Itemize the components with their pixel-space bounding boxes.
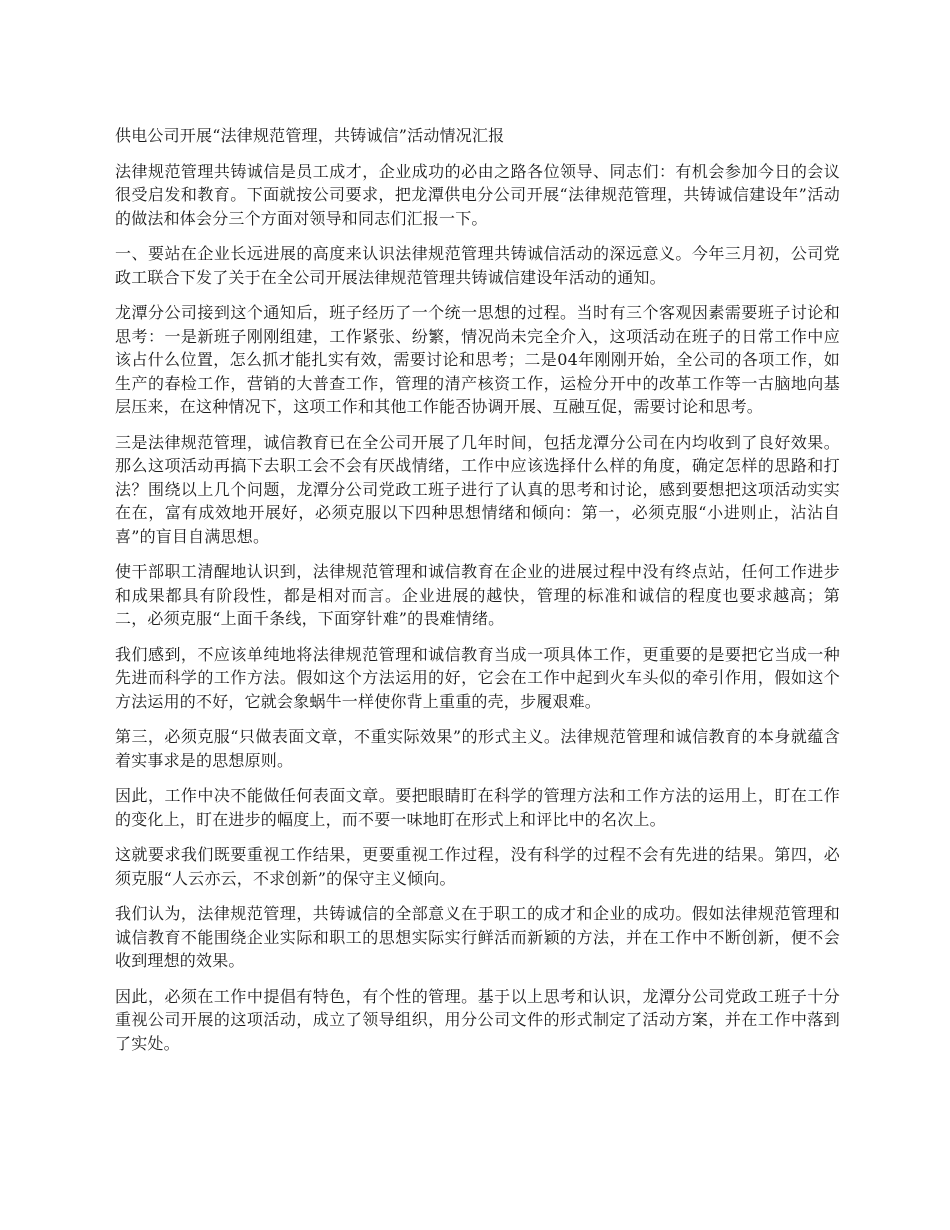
paragraph-9: 这就要求我们既要重视工作结果，更要重视工作过程，没有科学的过程不会有先进的结果。第四，必须克服“人云亦云，不求创新”的保守主义倾向。 [115, 845, 840, 888]
paragraph-4: 三是法律规范管理，诚信教育已在全公司开展了几年时间，包括龙潭分公司在内均收到了良好效果。那么这项活动再搞下去职工会不会有厌战情绪，工作中应该选择什么样的角度，确定怎样的思路和打法？围绕以上几个问题，龙潭分公司党政工班子进行了认真的思考和讨论，感到要想把这项活动实实在在，富有成效地开展好，必须克服以下四种思想情绪和倾向：第一，必须克服“小进则止，沾沾自喜”的盲目自满思想。 [115, 432, 840, 546]
paragraph-1: 法律规范管理共铸诚信是员工成才，企业成功的必由之路各位领导、同志们：有机会参加今日的会议很受启发和教育。下面就按公司要求，把龙潭供电分公司开展“法律规范管理，共铸诚信建设年”活动的做法和体会分三个方面对领导和同志们汇报一下。 [115, 161, 840, 228]
document-title: 供电公司开展“法律规范管理，共铸诚信”活动情况汇报 [115, 126, 505, 145]
document-page [115, 124, 840, 1067]
paragraph-6: 我们感到，不应该单纯地将法律规范管理和诚信教育当成一项具体工作，更重要的是要把它当成一种先进而科学的工作方法。假如这个方法运用的好，它会在工作中起到火车头似的牵引作用，假如这个方法运用的不好，它就会象蜗牛一样使你背上重重的壳，步履艰难。 [115, 644, 840, 711]
paragraph-2: 一、要站在企业长远进展的高度来认识法律规范管理共铸诚信活动的深远意义。今年三月初，公司党政工联合下发了关于在全公司开展法律规范管理共铸诚信建设年活动的通知。 [115, 244, 840, 287]
paragraph-11: 因此，必须在工作中提倡有特色，有个性的管理。基于以上思考和认识，龙潭分公司党政工班子十分重视公司开展的这项活动，成立了领导组织，用分公司文件的形式制定了活动方案，并在工作中落到了实处。 [115, 986, 840, 1053]
paragraph-5: 使干部职工清醒地认识到，法律规范管理和诚信教育在企业的进展过程中没有终点站，任何工作进步和成果都具有阶段性，都是相对而言。企业进展的越快，管理的标准和诚信的程度也要求越高；第二，必须克服“上面千条线，下面穿针难”的畏难情绪。 [115, 562, 840, 628]
paragraph-10: 我们认为，法律规范管理，共铸诚信的全部意义在于职工的成才和企业的成功。假如法律规范管理和诚信教育不能围绕企业实际和职工的思想实际实行鲜活而新颖的方法，并在工作中不断创新，便不会收到理想的效果。 [115, 904, 840, 970]
paragraph-3: 龙潭分公司接到这个通知后，班子经历了一个统一思想的过程。当时有三个客观因素需要班子讨论和思考：一是新班子刚刚组建，工作紧张、纷繁，情况尚未完全介入，这项活动在班子的日常工作中应该占什么位置，怎么抓才能扎实有效，需要讨论和思考；二是04年刚刚开始，全公司的各项工作，如生产的春检工作，营销的大普查工作，管理的清产核资工作，运检分开中的改革工作等一古脑地向基层压来，在这种情况下，这项工作和其他工作能否协调开展、互融互促，需要讨论和思考。 [115, 303, 840, 416]
paragraph-8: 因此，工作中决不能做任何表面文章。要把眼睛盯在科学的管理方法和工作方法的运用上，盯在工作的变化上，盯在进步的幅度上，而不要一味地盯在形式上和评比中的名次上。 [115, 786, 840, 829]
paragraph-7: 第三，必须克服“只做表面文章，不重实际效果”的形式主义。法律规范管理和诚信教育的本身就蕴含着实事求是的思想原则。 [115, 727, 840, 770]
